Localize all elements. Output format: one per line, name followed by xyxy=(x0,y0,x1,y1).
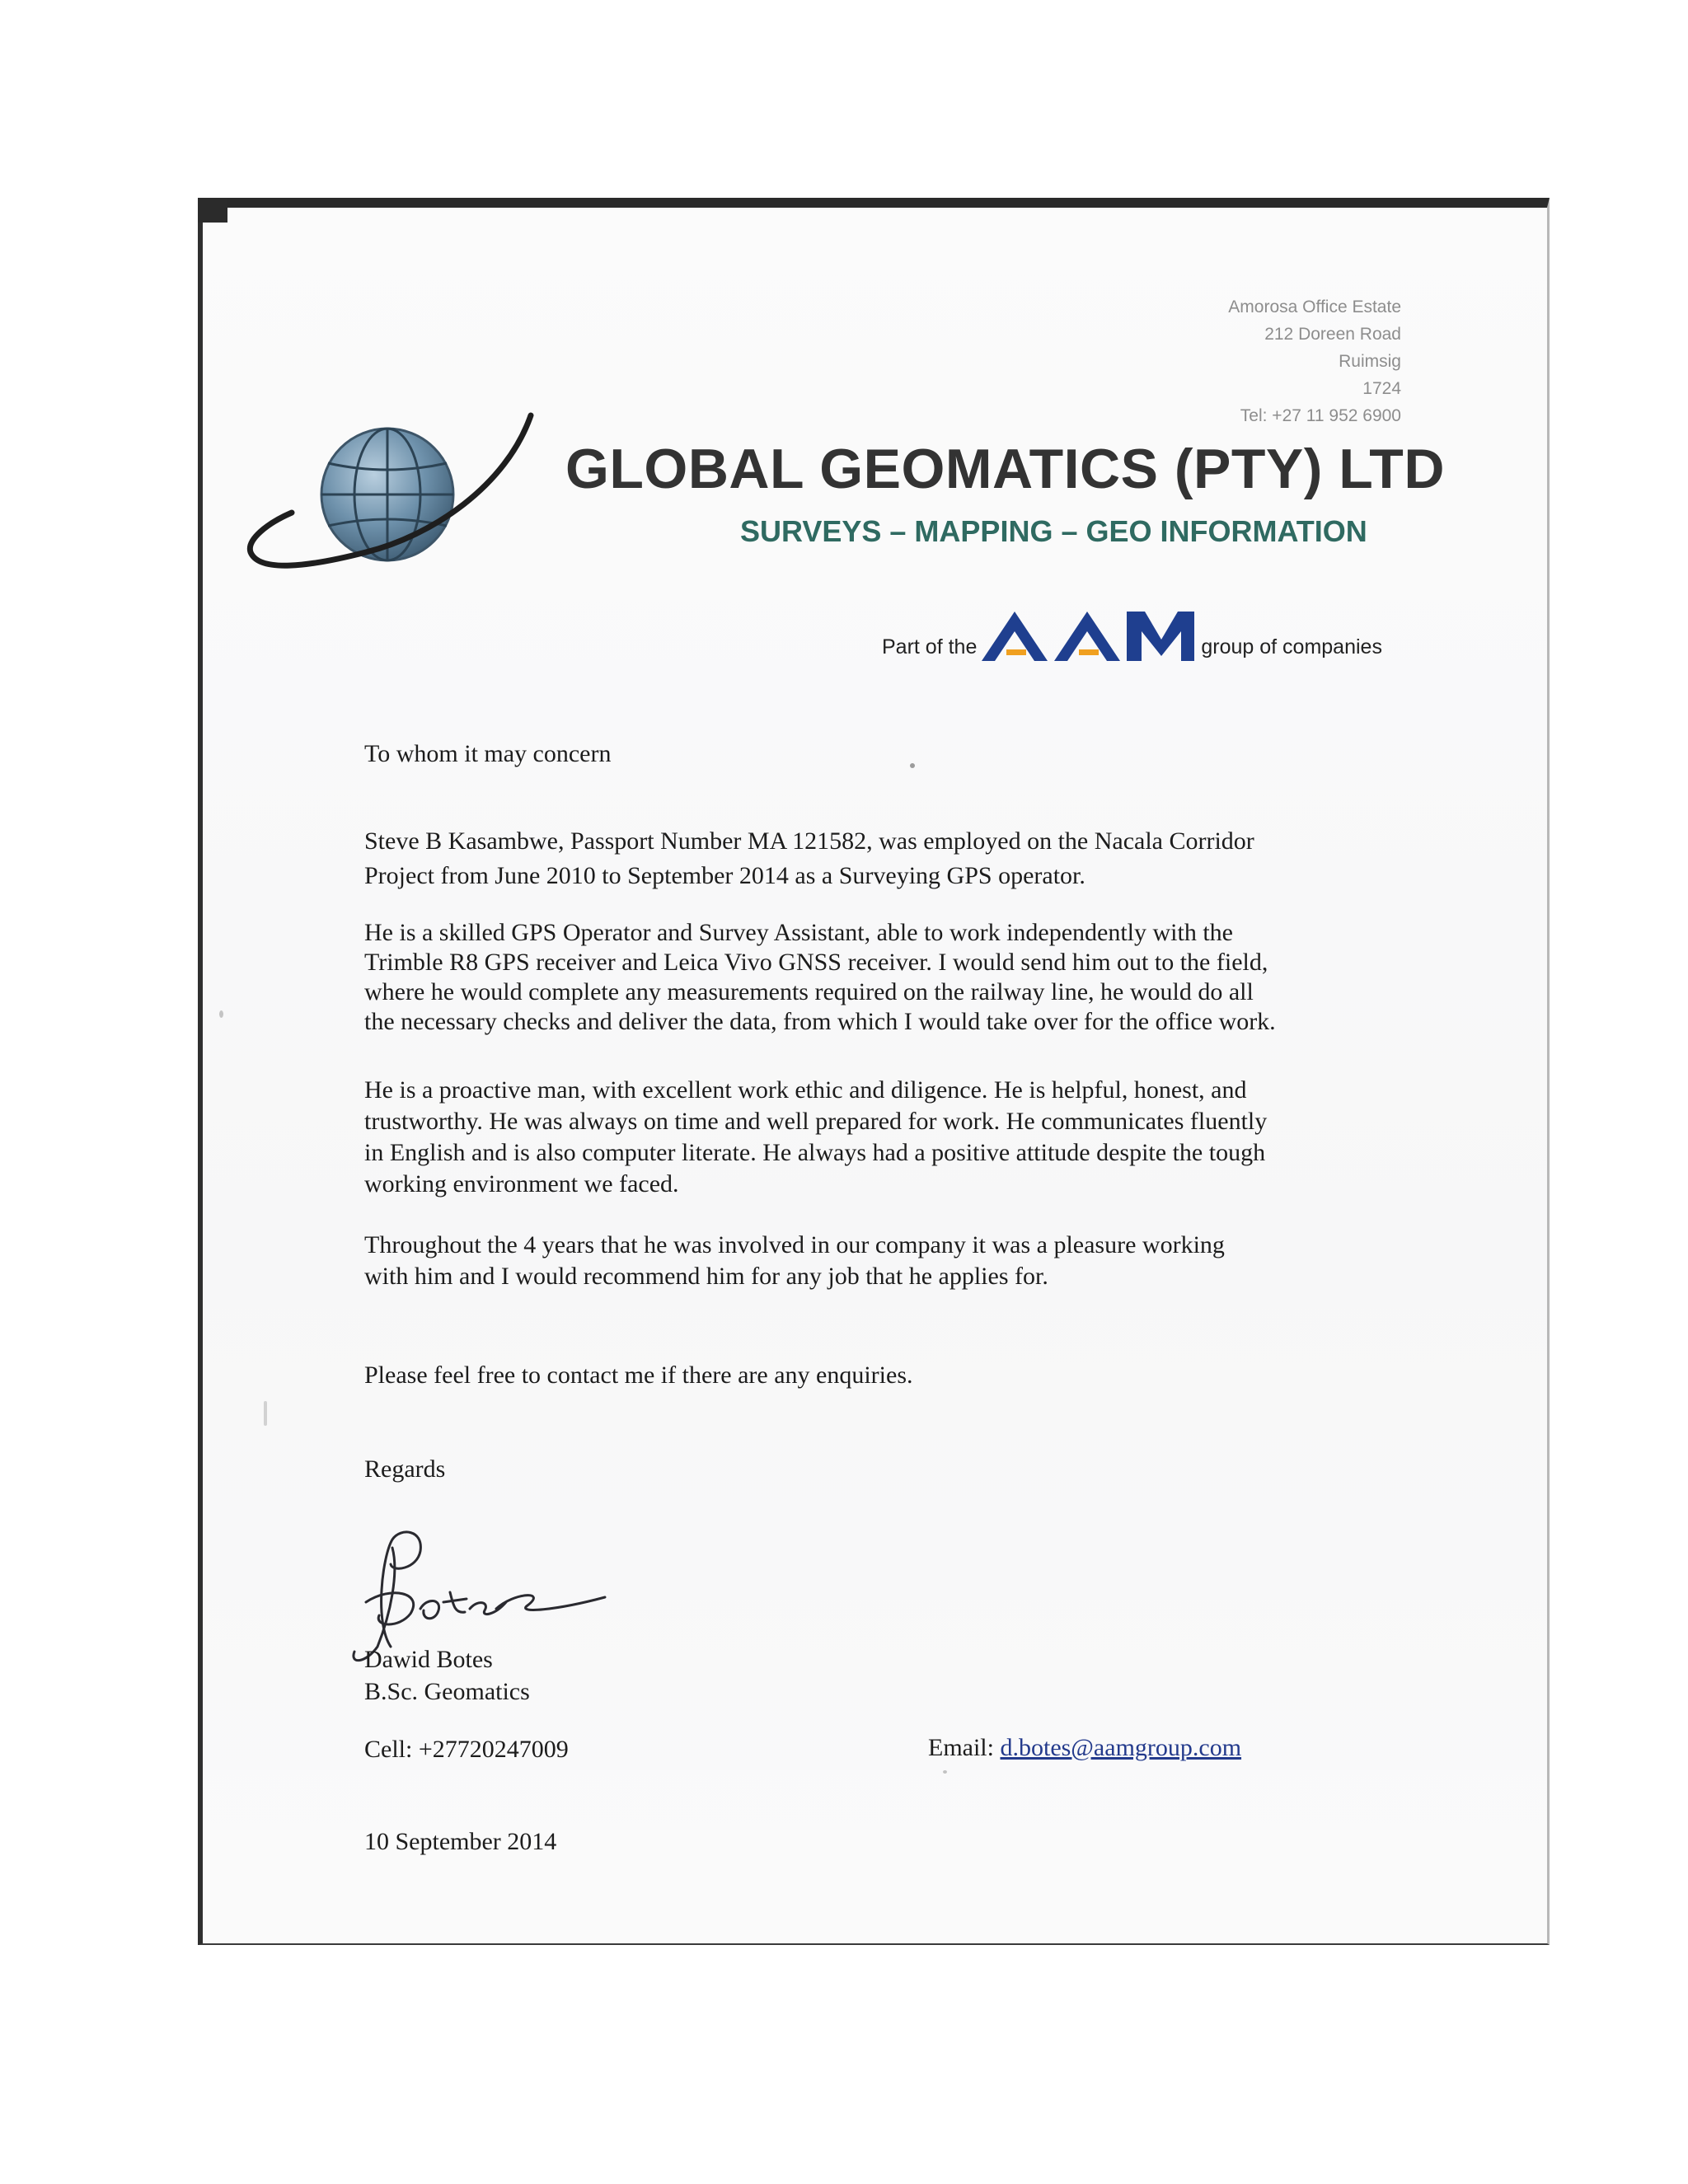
email-line xyxy=(928,1731,1241,1765)
globe-logo-icon xyxy=(242,412,539,585)
paragraph-line: with him and I would recommend him for any job that he applies for. xyxy=(364,1263,1048,1290)
paragraph-line: Throughout the 4 years that he was involved in our company it was a pleasure working xyxy=(364,1231,1225,1258)
paragraph-line: He is a proactive man, with excellent work ethic and diligence. He is helpful, honest, and xyxy=(364,1076,1247,1104)
signatory-qualification: B.Sc. Geomatics xyxy=(364,1678,530,1705)
contact-invitation: Please feel free to contact me if there are any enquiries. xyxy=(364,1361,913,1389)
company-tagline: SURVEYS – MAPPING – GEO INFORMATION xyxy=(740,514,1367,548)
paragraph-character xyxy=(364,1075,1267,1200)
group-affiliation xyxy=(882,607,1382,664)
closing: Regards xyxy=(364,1455,446,1483)
email-link[interactable]: d.botes@aamgroup.com xyxy=(1000,1734,1242,1761)
group-suffix: group of companies xyxy=(1201,635,1382,658)
paragraph-line: Steve B Kasambwe, Passport Number MA 121582, was employed on the Nacala Corridor xyxy=(364,827,1254,855)
paragraph-line: Trimble R8 GPS receiver and Leica Vivo GNSS receiver. I would send him out to the field, xyxy=(364,949,1268,976)
paragraph-line: trustworthy. He was always on time and well prepared for work. He communicates fluently xyxy=(364,1108,1268,1135)
paragraph-line: working environment we faced. xyxy=(364,1170,679,1197)
email-label: Email: xyxy=(928,1734,994,1761)
address-line: 1724 xyxy=(1362,379,1401,398)
signatory-name: Dawid Botes xyxy=(364,1646,493,1673)
group-prefix: Part of the xyxy=(882,635,978,658)
paragraph-line: where he would complete any measurements required on the railway line, he would do all xyxy=(364,978,1254,1005)
paragraph-recommendation xyxy=(364,1230,1225,1292)
paragraph-employment xyxy=(364,824,1254,893)
paragraph-skills xyxy=(364,918,1276,1037)
paragraph-line: Project from June 2010 to September 2014 as a Surveying GPS operator. xyxy=(364,862,1085,889)
scan-speck xyxy=(910,763,915,768)
aam-logo-icon xyxy=(982,607,1196,664)
address-line: Tel: +27 11 952 6900 xyxy=(1240,406,1401,425)
scan-speck xyxy=(264,1401,267,1426)
address-line: Ruimsig xyxy=(1339,352,1401,371)
company-name: GLOBAL GEOMATICS (PTY) LTD xyxy=(565,438,1445,500)
scan-speck xyxy=(943,1770,947,1774)
address-line: 212 Doreen Road xyxy=(1264,325,1401,344)
scan-speck xyxy=(219,1010,223,1018)
scan-shadow xyxy=(198,198,227,223)
letter-date: 10 September 2014 xyxy=(364,1828,557,1855)
salutation: To whom it may concern xyxy=(364,740,612,767)
paragraph-line: the necessary checks and deliver the data, from which I would take over for the office work. xyxy=(364,1008,1276,1035)
paragraph-line: in English and is also computer literate. He always had a positive attitude despite the tough xyxy=(364,1139,1266,1166)
paragraph-line: He is a skilled GPS Operator and Survey Assistant, able to work independently with the xyxy=(364,919,1233,946)
company-address xyxy=(1228,293,1401,429)
address-line: Amorosa Office Estate xyxy=(1228,298,1401,316)
cell-number: Cell: +27720247009 xyxy=(364,1736,569,1763)
